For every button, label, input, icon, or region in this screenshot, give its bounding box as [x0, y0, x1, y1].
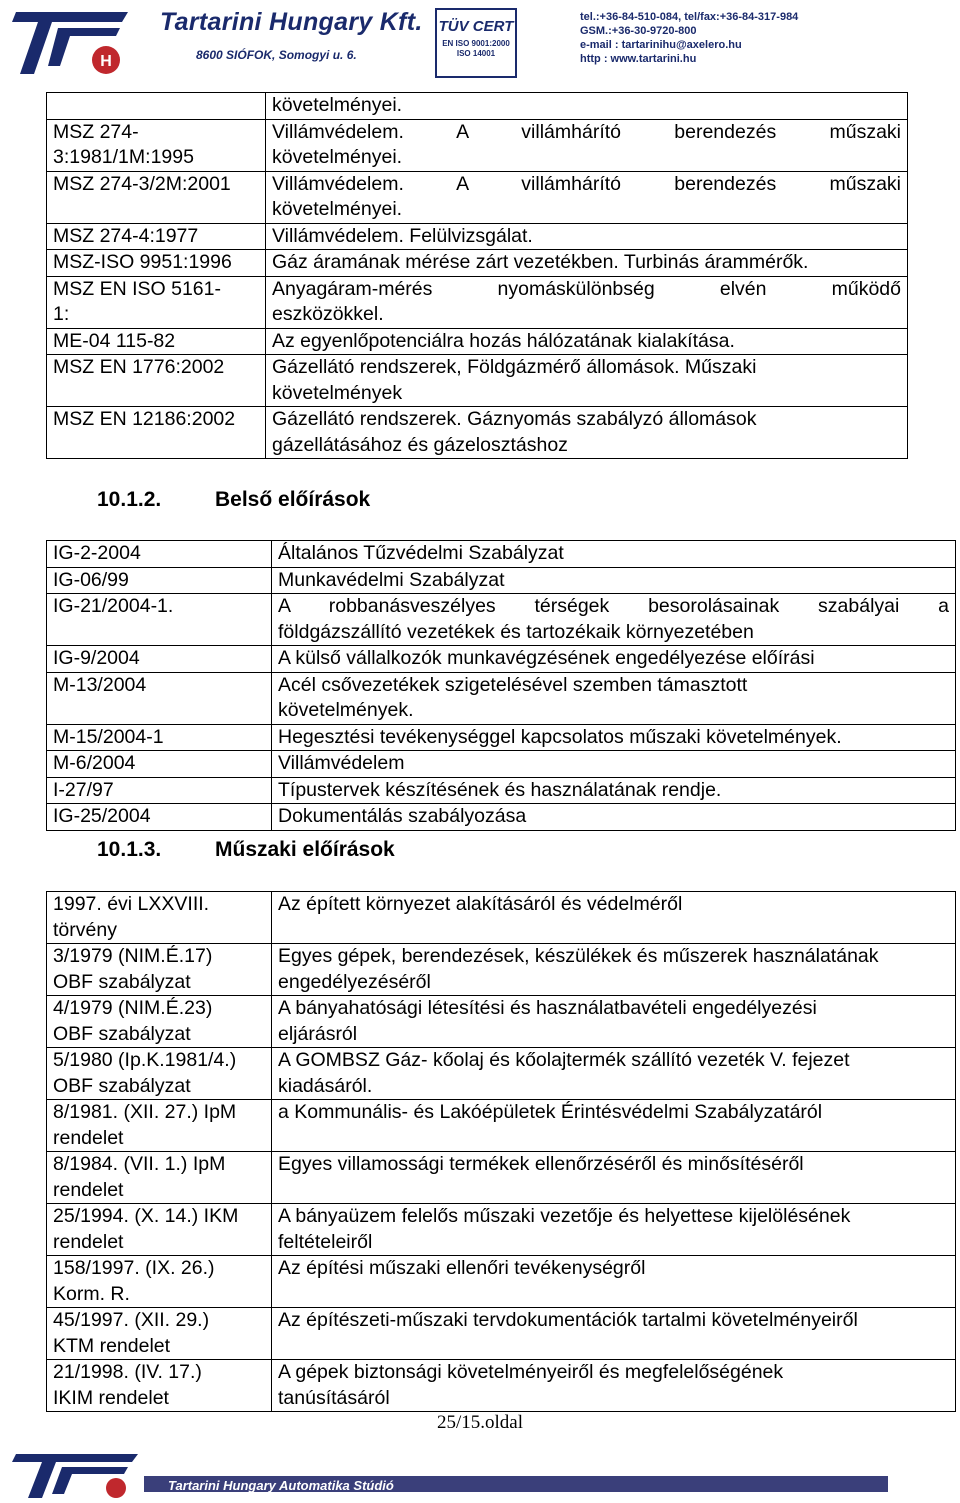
- code-text: MSZ 274-4:1977: [53, 224, 199, 247]
- internal-rule-row: [47, 541, 956, 568]
- description-text: A bányahatósági létesítési és használatbavételi engedélyezési: [278, 997, 817, 1019]
- standard-row: [47, 93, 908, 120]
- description-text: Gáz áramának mérése zárt vezetékben. Turbinás árammérők.: [272, 251, 809, 273]
- standard-row: [47, 171, 908, 223]
- description-cell: [272, 724, 956, 751]
- section-number: 10.1.3.: [97, 838, 162, 861]
- code-text: OBF szabályzat: [53, 1074, 191, 1097]
- code-cell: [47, 355, 266, 407]
- standard-row: [47, 276, 908, 328]
- code-text: M-13/2004: [53, 673, 147, 696]
- code-text: 3:1981/1M:1995: [53, 146, 194, 168]
- description-cell: [272, 777, 956, 804]
- description-cell: [272, 751, 956, 778]
- internal-rule-row: [47, 672, 956, 724]
- cert-standard-1: EN ISO 9001:2000: [442, 39, 510, 48]
- description-text: Anyagáram-mérés nyomáskülönbség elvén működő: [272, 277, 901, 300]
- description-cell: [272, 594, 956, 646]
- description-text: követelmények: [272, 381, 403, 404]
- technical-rule-row: [47, 1360, 956, 1412]
- contact-gsm: GSM.:+36-30-9720-800: [580, 25, 697, 37]
- code-text: IG-25/2004: [53, 805, 151, 827]
- internal-rules-table: [46, 540, 956, 831]
- description-cell: [272, 1256, 956, 1308]
- code-cell: [47, 1048, 272, 1100]
- code-text: 1997. évi LXXVIII.: [53, 893, 210, 915]
- code-text: MSZ 274-: [53, 120, 139, 143]
- code-cell: [47, 93, 266, 120]
- description-text: Villámvédelem: [278, 752, 405, 774]
- description-text: földgázszállító vezetékek és tartozékaik környezetében: [278, 620, 754, 643]
- standard-row: [47, 223, 908, 250]
- description-cell: [266, 407, 908, 459]
- code-cell: [47, 944, 272, 996]
- description-text: A külső vállalkozók munkavégzésének engedélyezése előírási: [278, 647, 815, 669]
- description-cell: [266, 119, 908, 171]
- description-text: Gázellátó rendszerek. Gáznyomás szabályzó állomások: [272, 408, 757, 430]
- description-text: Az épített környezet alakításáról és védelméről: [278, 893, 683, 915]
- code-text: M-15/2004-1: [53, 725, 164, 748]
- standard-row: [47, 250, 908, 277]
- description-cell: [272, 1100, 956, 1152]
- footer: [0, 1448, 960, 1503]
- description-cell: [272, 1204, 956, 1256]
- code-cell: [47, 1100, 272, 1152]
- description-text: Gázellátó rendszerek, Földgázmérő állomások. Műszaki: [272, 356, 757, 378]
- code-text: 8/1984. (VII. 1.) IpM: [53, 1153, 226, 1175]
- code-text: IG-06/99: [53, 568, 129, 591]
- description-cell: [266, 171, 908, 223]
- technical-rule-row: [47, 1308, 956, 1360]
- technical-rule-row: [47, 1100, 956, 1152]
- code-cell: [47, 594, 272, 646]
- code-cell: [47, 119, 266, 171]
- code-cell: [47, 646, 272, 673]
- code-text: 8/1981. (XII. 27.) IpM: [53, 1101, 237, 1123]
- description-cell: [272, 996, 956, 1048]
- code-text: ME-04 115-82: [53, 329, 176, 352]
- description-cell: [272, 672, 956, 724]
- code-text: IKIM rendelet: [53, 1386, 169, 1409]
- code-cell: [47, 1256, 272, 1308]
- internal-rule-row: [47, 567, 956, 594]
- code-text: 158/1997. (IX. 26.): [53, 1257, 215, 1279]
- description-text: A bányaüzem felelős műszaki vezetője és helyettese kijelölésének: [278, 1205, 851, 1227]
- description-cell: [266, 223, 908, 250]
- description-cell: [272, 804, 956, 831]
- description-cell: [272, 567, 956, 594]
- code-text: rendelet: [53, 1178, 124, 1201]
- description-cell: [272, 1308, 956, 1360]
- description-cell: [272, 1360, 956, 1412]
- code-cell: [47, 1204, 272, 1256]
- code-text: I-27/97: [53, 778, 114, 801]
- technical-rule-row: [47, 1256, 956, 1308]
- description-text: követelményei.: [272, 198, 403, 220]
- code-cell: [47, 567, 272, 594]
- code-cell: [47, 276, 266, 328]
- technical-rules-table: [46, 891, 956, 1412]
- code-text: 25/1994. (X. 14.) IKM: [53, 1205, 239, 1227]
- code-cell: [47, 1308, 272, 1360]
- contact-email: e-mail : tartarinihu@axelero.hu: [580, 39, 742, 51]
- code-text: rendelet: [53, 1230, 124, 1253]
- code-text: IG-2-2004: [53, 542, 141, 564]
- code-text: törvény: [53, 918, 117, 941]
- code-text: IG-21/2004-1.: [53, 595, 174, 617]
- description-text: Az építészeti-műszaki tervdokumentációk tartalmi követelményeiről: [278, 1309, 858, 1331]
- description-text: Típustervek készítésének és használatának rendje.: [278, 778, 722, 801]
- cert-logo-text: TÜV CERT: [438, 18, 514, 35]
- code-text: MSZ EN 1776:2002: [53, 356, 225, 378]
- description-cell: [266, 276, 908, 328]
- code-text: OBF szabályzat: [53, 1022, 191, 1045]
- code-cell: [47, 1152, 272, 1204]
- description-text: követelményei.: [272, 94, 403, 116]
- standard-row: [47, 119, 908, 171]
- code-cell: [47, 541, 272, 568]
- description-text: Az egyenlőpotenciálra hozás hálózatának kialakítása.: [272, 329, 735, 352]
- code-text: 21/1998. (IV. 17.): [53, 1361, 202, 1383]
- description-cell: [272, 1152, 956, 1204]
- internal-rule-row: [47, 646, 956, 673]
- code-cell: [47, 777, 272, 804]
- code-cell: [47, 328, 266, 355]
- technical-rule-row: [47, 1204, 956, 1256]
- technical-rule-row: [47, 944, 956, 996]
- company-address: 8600 SIÓFOK, Somogyi u. 6.: [196, 48, 357, 62]
- company-logo-icon: [12, 4, 132, 80]
- description-text: Egyes gépek, berendezések, készülékek és műszerek használatának: [278, 945, 879, 967]
- description-text: Villámvédelem. A villámhárító berendezés műszaki: [272, 120, 901, 143]
- description-cell: [272, 944, 956, 996]
- description-cell: [272, 1048, 956, 1100]
- code-text: 4/1979 (NIM.É.23): [53, 997, 213, 1019]
- description-text: A gépek biztonsági követelményeiről és megfelelőségének: [278, 1361, 784, 1383]
- company-name: Tartarini Hungary Kft.: [160, 8, 423, 36]
- code-text: 5/1980 (Ip.K.1981/4.): [53, 1049, 237, 1071]
- code-cell: [47, 223, 266, 250]
- description-cell: [272, 892, 956, 944]
- description-text: feltételeiről: [278, 1230, 373, 1253]
- contact-info: [580, 10, 798, 66]
- code-text: KTM rendelet: [53, 1334, 171, 1357]
- code-text: MSZ EN 12186:2002: [53, 408, 236, 430]
- section-title: Műszaki előírások: [215, 838, 395, 861]
- technical-rule-row: [47, 1152, 956, 1204]
- description-cell: [266, 328, 908, 355]
- footer-logo-icon: [12, 1450, 142, 1502]
- description-text: A GOMBSZ Gáz- kőolaj és kőolajtermék szállító vezeték V. fejezet: [278, 1049, 850, 1071]
- technical-rule-row: [47, 892, 956, 944]
- description-text: gázellátásához és gázelosztáshoz: [272, 433, 568, 456]
- code-cell: [47, 751, 272, 778]
- description-cell: [272, 646, 956, 673]
- description-text: Villámvédelem. A villámhárító berendezés műszaki: [272, 172, 901, 195]
- contact-web: http : www.tartarini.hu: [580, 53, 697, 65]
- svg-text:H: H: [100, 53, 112, 70]
- standards-table: [46, 92, 908, 459]
- description-text: eljárásról: [278, 1022, 358, 1045]
- description-text: Acél csővezetékek szigetelésével szemben támasztott: [278, 673, 748, 696]
- code-text: rendelet: [53, 1126, 124, 1149]
- code-text: MSZ-ISO 9951:1996: [53, 251, 232, 273]
- code-cell: [47, 672, 272, 724]
- code-cell: [47, 407, 266, 459]
- code-text: MSZ 274-3/2M:2001: [53, 172, 231, 195]
- description-text: Az építési műszaki ellenőri tevékenységről: [278, 1257, 646, 1279]
- page-number: 25/15.oldal: [436, 1412, 524, 1433]
- description-text: tanúsításáról: [278, 1386, 390, 1409]
- description-cell: [266, 93, 908, 120]
- technical-rule-row: [47, 996, 956, 1048]
- standard-row: [47, 355, 908, 407]
- internal-rule-row: [47, 777, 956, 804]
- internal-rule-row: [47, 724, 956, 751]
- description-text: Hegesztési tevékenységgel kapcsolatos műszaki követelmények.: [278, 725, 842, 748]
- code-text: OBF szabályzat: [53, 970, 191, 993]
- code-text: Korm. R.: [53, 1282, 130, 1305]
- description-text: Dokumentálás szabályozása: [278, 805, 527, 827]
- description-text: Villámvédelem. Felülvizsgálat.: [272, 224, 533, 247]
- section-heading-technical: [97, 838, 395, 862]
- code-cell: [47, 1360, 272, 1412]
- code-cell: [47, 892, 272, 944]
- description-text: Általános Tűzvédelmi Szabályzat: [278, 542, 564, 564]
- description-text: kiadásáról.: [278, 1074, 373, 1097]
- internal-rule-row: [47, 594, 956, 646]
- section-heading-internal: [97, 488, 370, 512]
- description-text: a Kommunális- és Lakóépületek Érintésvédelmi Szabályzatáról: [278, 1101, 823, 1123]
- footer-studio-name: Tartarini Hungary Automatika Stúdió: [168, 1478, 394, 1493]
- description-cell: [272, 541, 956, 568]
- code-cell: [47, 171, 266, 223]
- description-text: követelményei.: [272, 146, 403, 168]
- code-cell: [47, 996, 272, 1048]
- description-cell: [266, 250, 908, 277]
- internal-rule-row: [47, 751, 956, 778]
- letterhead: [0, 0, 960, 84]
- description-text: Munkavédelmi Szabályzat: [278, 568, 505, 591]
- cert-standard-2: ISO 14001: [456, 49, 496, 58]
- code-text: 45/1997. (XII. 29.): [53, 1309, 210, 1331]
- description-text: Egyes villamossági termékek ellenőrzéséről és minősítéséről: [278, 1153, 804, 1175]
- description-cell: [266, 355, 908, 407]
- technical-rule-row: [47, 1048, 956, 1100]
- code-cell: [47, 724, 272, 751]
- contact-phone: tel.:+36-84-510-084, tel/fax:+36-84-317-984: [580, 11, 799, 23]
- description-text: A robbanásveszélyes térségek besorolásainak szabályai a: [278, 595, 949, 617]
- certification-badge: [435, 8, 517, 78]
- code-text: MSZ EN ISO 5161-: [53, 277, 221, 300]
- standard-row: [47, 328, 908, 355]
- description-text: követelmények.: [278, 699, 414, 721]
- description-text: eszközökkel.: [272, 303, 384, 325]
- internal-rule-row: [47, 804, 956, 831]
- code-text: 1:: [53, 303, 70, 325]
- code-text: M-6/2004: [53, 752, 136, 774]
- section-title: Belső előírások: [215, 488, 371, 511]
- code-cell: [47, 250, 266, 277]
- standard-row: [47, 407, 908, 459]
- code-text: IG-9/2004: [53, 647, 140, 669]
- section-number: 10.1.2.: [97, 488, 162, 511]
- code-cell: [47, 804, 272, 831]
- code-text: 3/1979 (NIM.É.17): [53, 945, 213, 967]
- description-text: engedélyezéséről: [278, 970, 431, 993]
